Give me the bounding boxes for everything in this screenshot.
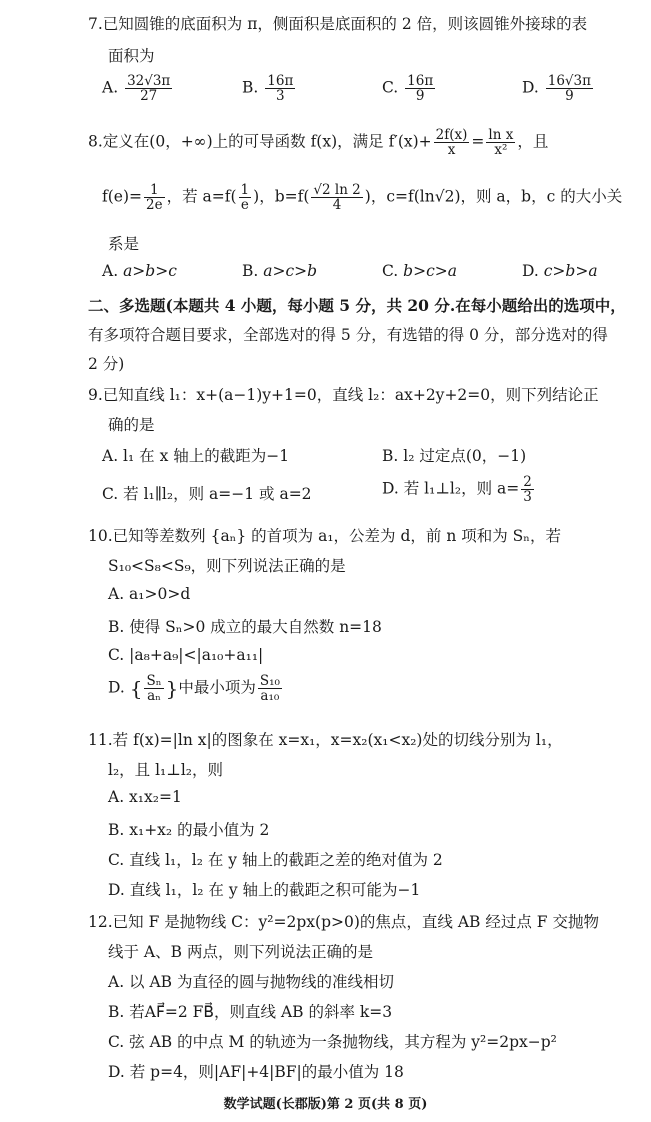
q8-line1: 8.定义在(0，+∞)上的可导函数 f(x)，满足 f′(x)+ $\frac{2f(x)}{x}$ = $\frac{\text{ln x}}{\text{x²}}$ ，且 [88,127,549,159]
q9-option-d: D. 若 l₁⊥l₂，则 a= $\frac{2}{3}$ [382,474,532,506]
q10-line1: 10.已知等差数列 {aₙ} 的首项为 a₁，公差为 d，前 n 项和为 Sₙ，若 [88,527,561,545]
q8-option-c: C. b>c>a [382,262,457,280]
q7-option-a: A. $\frac{32√3\pi}{27}$ [102,73,171,105]
q8-option-d: D. c>b>a [522,262,598,280]
q11-option-b: B. x₁+x₂ 的最小值为 2 [108,821,270,839]
q7-option-c: C. $\frac{16\pi}{9}$ [382,73,434,105]
q9-option-c: C. 若 l₁∥l₂，则 a=−1 或 a=2 [102,485,312,503]
q10-option-d: D. { $\frac{\text{Sₙ}}{\text{aₙ}}$ }中最小项为 $\frac{\text{S₁₀}}{\text{a₁₀}}$ [108,673,280,705]
q11-option-d: D. 直线 l₁，l₂ 在 y 轴上的截距之积可能为−1 [108,881,421,899]
q8-option-b: B. a>c>b [242,262,318,280]
q11-line1: 11.若 f(x)=|ln x|的图象在 x=x₁，x=x₂(x₁<x₂)处的切线分别为 l₁， [88,731,563,749]
q12-line2: 线于 A、B 两点，则下列说法正确的是 [108,943,373,961]
q8-line2: f(e)= $\frac{1}{2e}$ ，若 a=f( $\frac{1}{e}$ )，b=f( $\frac{√2 \ln 2}{4}$ )，c=f(ln√2)，则 a，b，c 的大小关 [102,182,623,214]
q7-line1: 7.已知圆锥的底面积为 π，侧面积是底面积的 2 倍，则该圆锥外接球的表 [88,15,588,33]
q11-option-a: A. x₁x₂=1 [108,788,182,806]
q12-option-c: C. 弦 AB 的中点 M 的轨迹为一条抛物线，其方程为 y²=2px−p² [108,1033,557,1051]
page-footer: 数学试题(长郡版)第 2 页(共 8 页) [223,1097,428,1112]
q11-line2: l₂，且 l₁⊥l₂，则 [108,761,224,779]
q7-line2: 面积为 [108,47,155,65]
q9-line2: 确的是 [108,416,155,434]
section2-line2: 有多项符合题目要求，全部选对的得 5 分，有选错的得 0 分，部分选对的得 [88,326,608,344]
q9-line1: 9.已知直线 l₁：x+(a−1)y+1=0，直线 l₂：ax+2y+2=0，则下列结论正 [88,386,599,404]
q10-option-b: B. 使得 Sₙ>0 成立的最大自然数 n=18 [108,618,382,636]
q12-option-a: A. 以 AB 为直径的圆与抛物线的准线相切 [108,973,394,991]
q12-option-b: B. 若AF⃗=2 FB⃗，则直线 AB 的斜率 k=3 [108,1003,393,1021]
q8-option-a: A. a>b>c [102,262,177,280]
q10-option-a: A. a₁>0>d [108,585,191,603]
section2-line3: 2 分) [88,355,125,373]
q8-line3: 系是 [108,235,140,253]
q12-option-d: D. 若 p=4，则|AF|+4|BF|的最小值为 18 [108,1063,404,1081]
q12-line1: 12.已知 F 是抛物线 C：y²=2px(p>0)的焦点，直线 AB 经过点 F 交抛物 [88,913,599,931]
q10-line2: S₁₀<S₈<S₉，则下列说法正确的是 [108,557,346,575]
q7-option-d: D. $\frac{16√3\pi}{9}$ [522,73,591,105]
q10-option-c: C. |a₈+a₉|<|a₁₀+a₁₁| [108,646,264,664]
q7-option-b: B. $\frac{16\pi}{3}$ [242,73,294,105]
section2-line1: 二、多选题(本题共 4 小题，每小题 5 分，共 20 分.在每小题给出的选项中， [88,296,626,315]
q11-option-c: C. 直线 l₁，l₂ 在 y 轴上的截距之差的绝对值为 2 [108,851,443,869]
q9-option-b: B. l₂ 过定点(0，−1) [382,447,527,465]
q9-option-a: A. l₁ 在 x 轴上的截距为−1 [102,447,290,465]
